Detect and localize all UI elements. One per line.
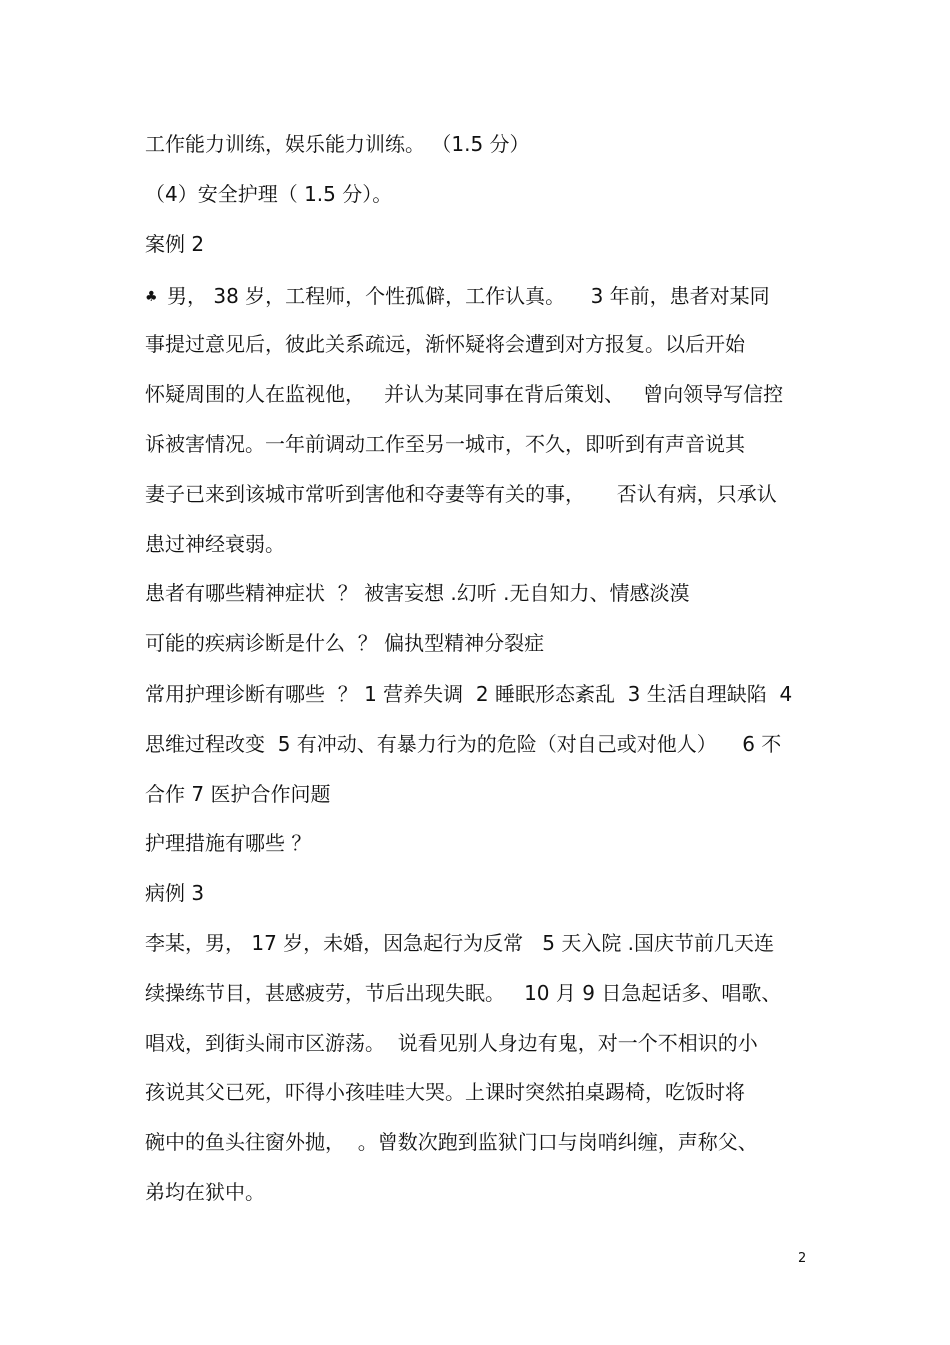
text-line: 诉被害情况。一年前调动工作至另一城市，不久，即听到有声音说其	[145, 432, 745, 456]
text-line: 工作能力训练，娱乐能力训练。 （1.5 分）	[145, 132, 530, 156]
text-line: 唱戏，到街头闹市区游荡。 说看见别人身边有鬼，对一个不相识的小	[145, 1031, 758, 1055]
text-line: 常用护理诊断有哪些 ？ 1 营养失调 2 睡眠形态紊乱 3 生活自理缺陷 4	[145, 682, 793, 706]
text-line: 思维过程改变 5 有冲动、有暴力行为的危险（对自己或对他人） 6 不	[145, 732, 782, 756]
text-line: 可能的疾病诊断是什么 ？ 偏执型精神分裂症	[145, 631, 545, 655]
text-line: 弟均在狱中。	[145, 1180, 265, 1204]
section-heading: 病例 3	[145, 881, 205, 905]
text-line: 碗中的鱼头往窗外抛， 。曾数次跑到监狱门口与岗哨纠缠，声称父、	[145, 1130, 758, 1154]
club-bullet-icon: ♣	[145, 289, 158, 305]
text-line: 患者有哪些精神症状 ？ 被害妄想 .幻听 .无自知力、情感淡漠	[145, 581, 690, 605]
section-heading: 案例 2	[145, 232, 205, 256]
text-line: 李某，男， 17 岁，未婚，因急起行为反常 5 天入院 .国庆节前几天连	[145, 931, 775, 955]
text-line: 续操练节目，甚感疲劳，节后出现失眠。 10 月 9 日急起话多、唱歌、	[145, 981, 782, 1005]
text-line: 怀疑周围的人在监视他， 并认为某同事在背后策划、 曾向领导写信控	[145, 382, 784, 406]
text-line: 事提过意见后，彼此关系疏远，渐怀疑将会遭到对方报复。以后开始	[145, 332, 745, 356]
text-line: （4）安全护理（ 1.5 分）。	[145, 182, 393, 206]
text-line: 合作 7 医护合作问题	[145, 782, 331, 806]
text-line: 孩说其父已死，吓得小孩哇哇大哭。上课时突然拍桌踢椅，吃饭时将	[145, 1080, 745, 1104]
text-line	[145, 283, 770, 310]
page-number: 2	[798, 1251, 807, 1266]
text-line-content: 男， 38 岁，工程师，个性孤僻，工作认真。 3 年前，患者对某同	[167, 284, 770, 308]
text-line: 妻子已来到该城市常听到害他和夺妻等有关的事， 否认有病，只承认	[145, 482, 777, 506]
text-line: 患过神经衰弱。	[145, 532, 285, 556]
text-line: 护理措施有哪些 ？	[145, 831, 312, 855]
